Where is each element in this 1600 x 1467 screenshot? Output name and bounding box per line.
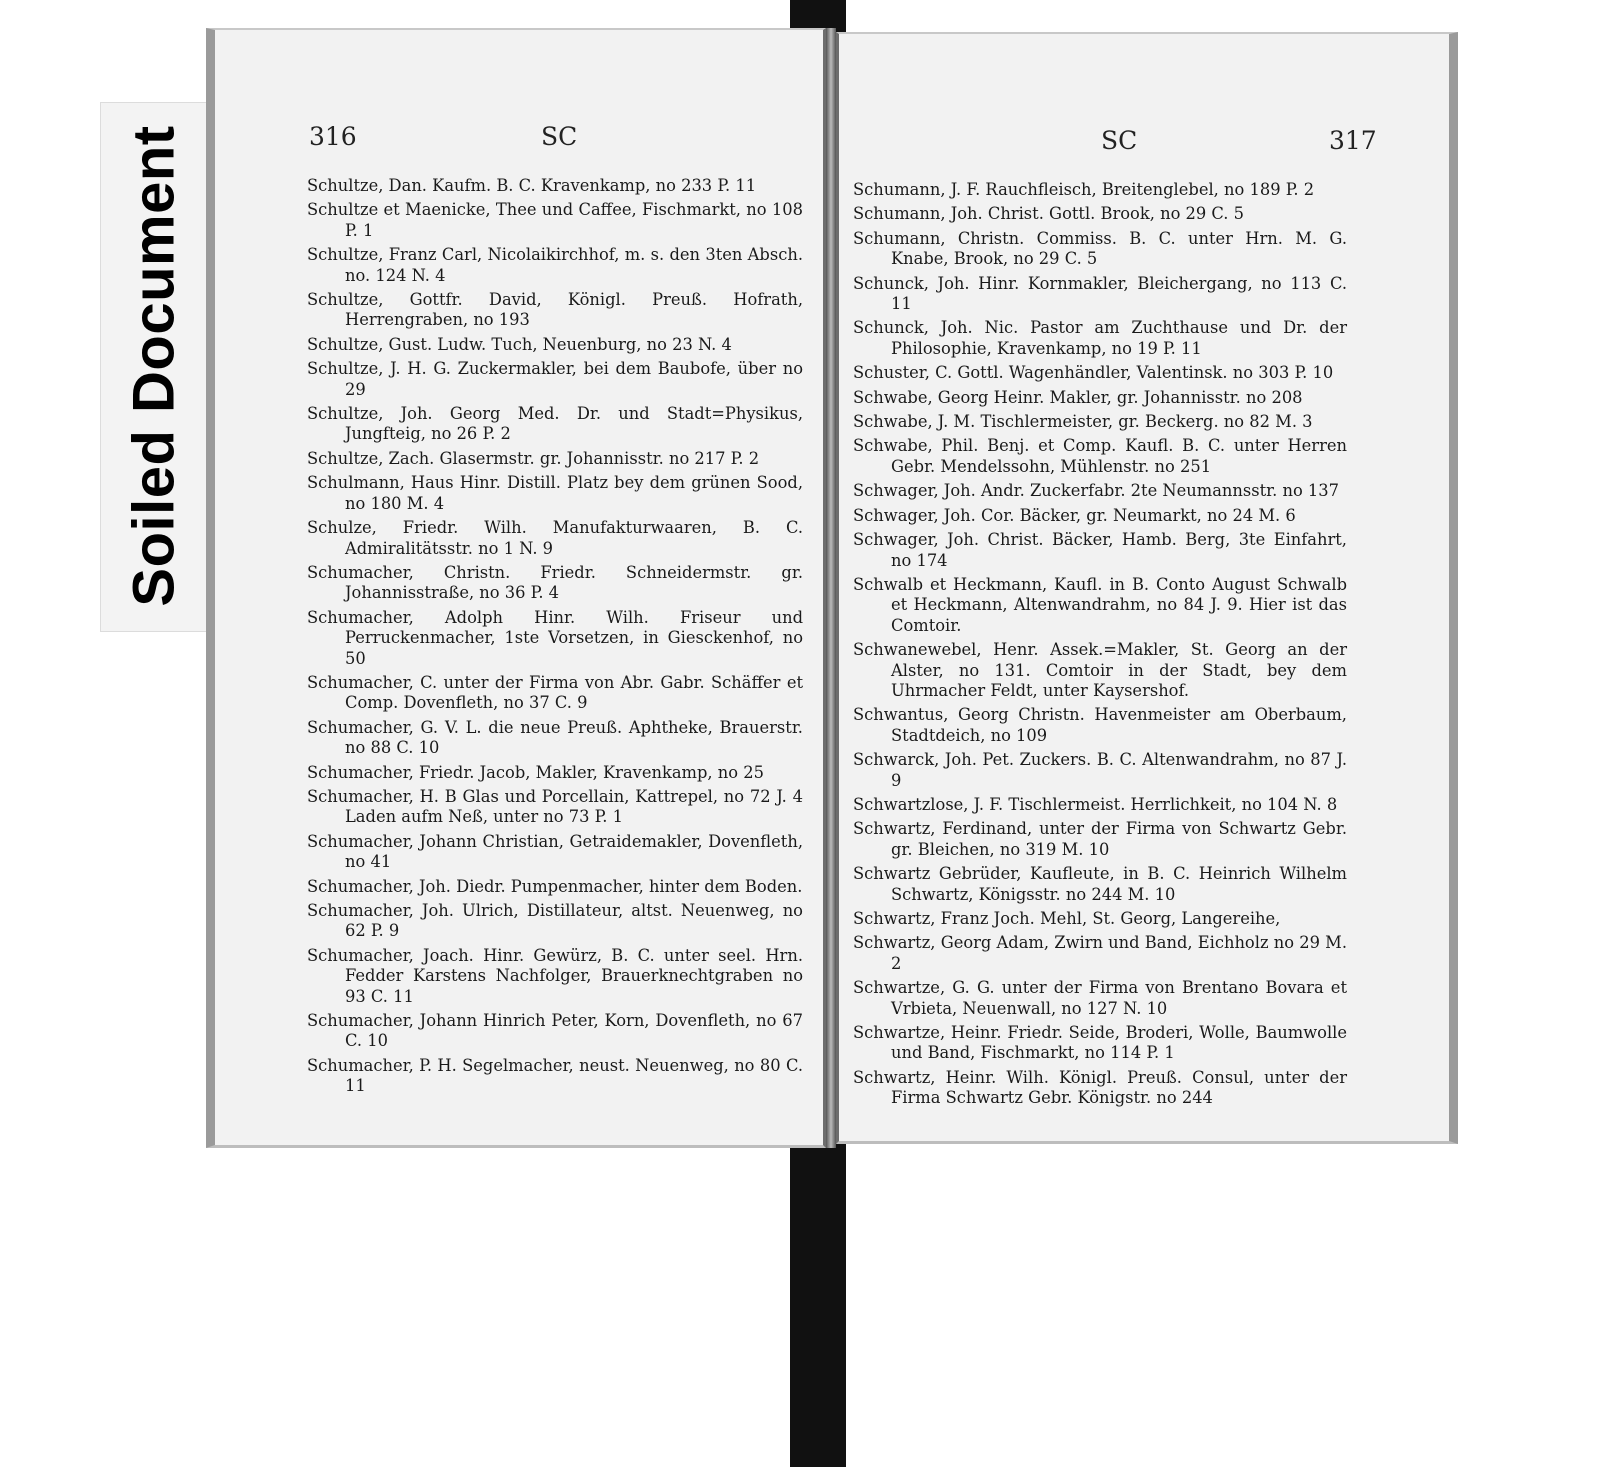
directory-entry: Schumacher, Johann Hinrich Peter, Korn, Dovenfleth, no 67 C. 10 bbox=[307, 1011, 803, 1051]
directory-entry: Schumacher, Friedr. Jacob, Makler, Kravenkamp, no 25 bbox=[307, 762, 764, 782]
directory-entry: Schumacher, H. B Glas und Porcellain, Kattrepel, no 72 J. 4 Laden aufm Neß, unter no 73 P. 1 bbox=[307, 786, 803, 827]
directory-entry: Schwartz, Ferdinand, unter der Firma von Schwartz Gebr. gr. Bleichen, no 319 M. 10 bbox=[853, 819, 1347, 859]
directory-entry: Schultze, Gust. Ludw. Tuch, Neuenburg, no 23 N. 4 bbox=[307, 334, 732, 354]
directory-entry: Schunck, Joh. Hinr. Kornmakler, Bleichergang, no 113 C. 11 bbox=[853, 273, 1347, 314]
directory-entry: Schwabe, J. M. Tischlermeister, gr. Beckerg. no 82 M. 3 bbox=[853, 412, 1313, 432]
directory-entry: Schwabe, Georg Heinr. Makler, gr. Johannisstr. no 208 bbox=[853, 387, 1303, 407]
directory-entry: Schwager, Joh. Cor. Bäcker, gr. Neumarkt, no 24 M. 6 bbox=[853, 505, 1296, 525]
directory-entry: Schwager, Joh. Andr. Zuckerfabr. 2te Neumannsstr. no 137 bbox=[853, 481, 1340, 501]
directory-entry: Schultze et Maenicke, Thee und Caffee, Fischmarkt, no 108 P. 1 bbox=[307, 200, 803, 240]
directory-entry: Schumacher, Joach. Hinr. Gewürz, B. C. unter seel. Hrn. Fedder Karstens Nachfolger, Brauerknechtgraben no 93 C. 11 bbox=[307, 945, 803, 1006]
directory-entry: Schunck, Joh. Nic. Pastor am Zuchthause und Dr. der Philosophie, Kravenkamp, no 19 P. 11 bbox=[853, 318, 1347, 358]
right-page-number: 317 bbox=[1329, 126, 1377, 155]
directory-entry: Schwartzlose, J. F. Tischlermeist. Herrlichkeit, no 104 N. 8 bbox=[853, 794, 1338, 814]
directory-entry: Schulze, Friedr. Wilh. Manufakturwaaren, B. C. Admiralitätsstr. no 1 N. 9 bbox=[307, 518, 803, 558]
directory-entry: Schwartz, Heinr. Wilh. Königl. Preuß. Consul, unter der Firma Schwartz Gebr. Königstr. no 244 bbox=[853, 1067, 1347, 1108]
directory-entry: Schumann, Joh. Christ. Gottl. Brook, no 29 C. 5 bbox=[853, 204, 1245, 224]
directory-entry: Schumacher, Joh. Diedr. Pumpenmacher, hinter dem Boden. bbox=[307, 876, 803, 896]
right-entry-list bbox=[853, 180, 1347, 1113]
directory-entry: Schultze, Zach. Glasermstr. gr. Johannisstr. no 217 P. 2 bbox=[307, 448, 760, 468]
directory-entry: Schultze, Franz Carl, Nicolaikirchhof, m. s. den 3ten Absch. no. 124 N. 4 bbox=[307, 245, 803, 285]
book-spine bbox=[826, 28, 836, 1148]
directory-entry: Schwantus, Georg Christn. Havenmeister am Oberbaum, Stadtdeich, no 109 bbox=[853, 705, 1347, 745]
directory-entry: Schumacher, Adolph Hinr. Wilh. Friseur und Perruckenmacher, 1ste Vorsetzen, in Giesckenhof, no 50 bbox=[307, 607, 803, 668]
directory-entry: Schumann, Christn. Commiss. B. C. unter Hrn. M. G. Knabe, Brook, no 29 C. 5 bbox=[853, 228, 1347, 269]
bookmark-ribbon-bottom bbox=[790, 1135, 846, 1467]
directory-entry: Schwabe, Phil. Benj. et Comp. Kaufl. B. C. unter Herren Gebr. Mendelssohn, Mühlenstr. no 251 bbox=[853, 436, 1347, 476]
left-entry-list bbox=[307, 176, 803, 1101]
left-running-head: SC bbox=[541, 122, 578, 151]
left-page-number: 316 bbox=[309, 122, 357, 151]
directory-entry: Schumacher, Christn. Friedr. Schneidermstr. gr. Johannisstraße, no 36 P. 4 bbox=[307, 562, 803, 603]
directory-entry: Schwalb et Heckmann, Kaufl. in B. Conto August Schwalb et Heckmann, Altenwandrahm, no 84 J. 9. Hier ist das Comtoir. bbox=[853, 574, 1347, 635]
directory-entry: Schumacher, Joh. Ulrich, Distillateur, altst. Neuenweg, no 62 P. 9 bbox=[307, 901, 803, 941]
right-page bbox=[836, 32, 1458, 1144]
right-running-head: SC bbox=[1101, 126, 1138, 155]
directory-entry: Schultze, Joh. Georg Med. Dr. und Stadt=Physikus, Jungfteig, no 26 P. 2 bbox=[307, 404, 803, 444]
directory-entry: Schultze, Dan. Kaufm. B. C. Kravenkamp, no 233 P. 11 bbox=[307, 176, 757, 195]
directory-entry: Schultze, Gottfr. David, Königl. Preuß. Hofrath, Herrengraben, no 193 bbox=[307, 290, 803, 330]
directory-entry: Schumacher, Johann Christian, Getraidemakler, Dovenfleth, no 41 bbox=[307, 831, 803, 872]
directory-entry: Schwartze, Heinr. Friedr. Seide, Broderi, Wolle, Baumwolle und Band, Fischmarkt, no 114 P. 1 bbox=[853, 1023, 1347, 1063]
soiled-document-label: Soiled Document bbox=[121, 125, 187, 607]
directory-entry: Schwartze, G. G. unter der Firma von Brentano Bovara et Vrbieta, Neuenwall, no 127 N. 10 bbox=[853, 978, 1347, 1018]
directory-entry: Schumacher, G. V. L. die neue Preuß. Aphtheke, Brauerstr. no 88 C. 10 bbox=[307, 717, 803, 758]
directory-entry: Schwartz, Georg Adam, Zwirn und Band, Eichholz no 29 M. 2 bbox=[853, 933, 1347, 973]
directory-entry: Schuster, C. Gottl. Wagenhändler, Valentinsk. no 303 P. 10 bbox=[853, 363, 1334, 383]
directory-entry: Schwager, Joh. Christ. Bäcker, Hamb. Berg, 3te Einfahrt, no 174 bbox=[853, 530, 1347, 570]
directory-entry: Schumann, J. F. Rauchfleisch, Breitenglebel, no 189 P. 2 bbox=[853, 180, 1315, 199]
directory-entry: Schultze, J. H. G. Zuckermakler, bei dem Baubofe, über no 29 bbox=[307, 359, 803, 399]
left-page bbox=[206, 28, 826, 1148]
directory-entry: Schwarck, Joh. Pet. Zuckers. B. C. Altenwandrahm, no 87 J. 9 bbox=[853, 750, 1347, 790]
directory-entry: Schumacher, C. unter der Firma von Abr. Gabr. Schäffer et Comp. Dovenfleth, no 37 C. 9 bbox=[307, 672, 803, 713]
directory-entry: Schumacher, P. H. Segelmacher, neust. Neuenweg, no 80 C. 11 bbox=[307, 1055, 803, 1096]
directory-entry: Schulmann, Haus Hinr. Distill. Platz bey dem grünen Sood, no 180 M. 4 bbox=[307, 473, 803, 513]
directory-entry: Schwanewebel, Henr. Assek.=Makler, St. Georg an der Alster, no 131. Comtoir in der Stadt, bey dem Uhrmacher Feldt, unter Kaysershof. bbox=[853, 640, 1347, 700]
directory-entry: Schwartz Gebrüder, Kaufleute, in B. C. Heinrich Wilhelm Schwartz, Königsstr. no 244 M. 10 bbox=[853, 864, 1347, 904]
directory-entry: Schwartz, Franz Joch. Mehl, St. Georg, Langereihe, bbox=[853, 909, 1281, 928]
